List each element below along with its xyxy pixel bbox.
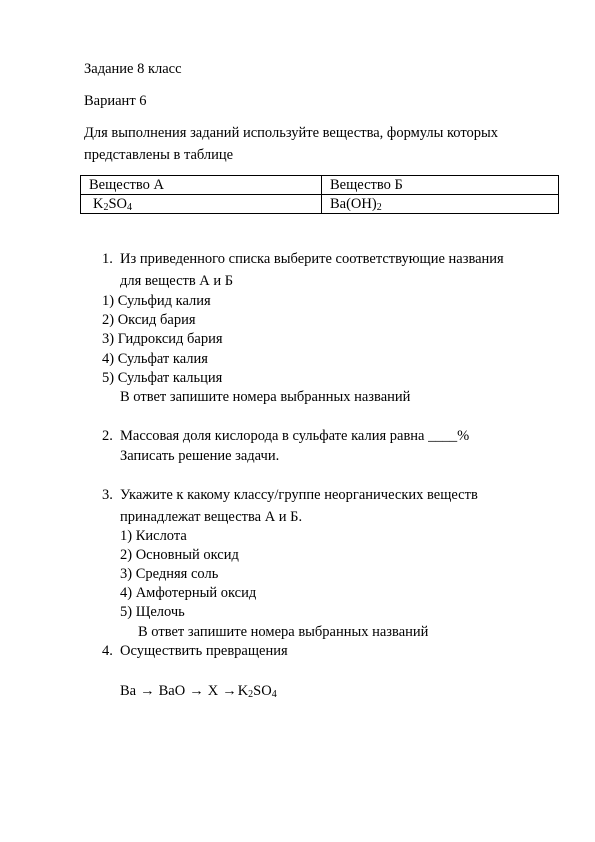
q3-option-3: 3) Средняя соль xyxy=(120,566,219,582)
q3-number: 3. xyxy=(102,487,113,503)
q1-option-1: 1) Сульфид калия xyxy=(102,293,211,309)
q2-line-2: Записать решение задачи. xyxy=(120,448,280,464)
intro-line-1: Для выполнения заданий используйте вещества, формулы которых xyxy=(84,125,498,141)
arrow-right-icon: → xyxy=(222,683,237,699)
q1-line-2: для веществ А и Б xyxy=(120,273,234,289)
chain-step-2: BaO xyxy=(158,683,186,699)
q3-option-5: 5) Щелочь xyxy=(120,604,185,620)
q3-option-2: 2) Основный оксид xyxy=(120,547,239,563)
q3-line-1: Укажите к какому классу/группе неорганических веществ xyxy=(120,487,478,503)
q1-line-1: Из приведенного списка выберите соответствующие названия xyxy=(120,251,504,267)
q1-number: 1. xyxy=(102,251,113,267)
q2-line-1: Массовая доля кислорода в сульфате калия равна ____% xyxy=(120,428,470,444)
q3-line-2: принадлежат вещества А и Б. xyxy=(120,509,303,525)
q4-number: 4. xyxy=(102,643,113,659)
q3-option-1: 1) Кислота xyxy=(120,528,187,544)
table-header-row xyxy=(81,176,559,195)
substance-b-formula: $Ba(OH)_2$ xyxy=(322,195,559,214)
task-title: Задание 8 класс xyxy=(84,61,182,77)
table-row xyxy=(81,195,559,214)
substances-table xyxy=(80,175,559,214)
q1-answer-note: В ответ запишите номера выбранных названий xyxy=(120,389,411,405)
q3-option-4: 4) Амфотерный оксид xyxy=(120,585,257,601)
variant-title: Вариант 6 xyxy=(84,93,147,109)
chain-step-4: $K_2SO_4$ xyxy=(237,683,277,700)
transformation-chain xyxy=(120,682,277,700)
q3-answer-note: В ответ запишите номера выбранных названий xyxy=(138,624,429,640)
chain-step-1: Ba xyxy=(120,683,137,699)
arrow-right-icon: → xyxy=(189,683,204,699)
q1-option-5: 5) Сульфат кальция xyxy=(102,370,223,386)
q1-option-3: 3) Гидроксид бария xyxy=(102,331,223,347)
q1-option-4: 4) Сульфат калия xyxy=(102,351,208,367)
arrow-right-icon: → xyxy=(140,683,155,699)
table-header-b: Вещество Б xyxy=(322,176,559,195)
intro-line-2: представлены в таблице xyxy=(84,147,234,163)
substance-a-formula: $K_2SO_4$ xyxy=(81,195,322,214)
chain-step-3: X xyxy=(207,683,219,699)
table-header-a: Вещество А xyxy=(81,176,322,195)
q4-line-1: Осуществить превращения xyxy=(120,643,288,659)
q2-number: 2. xyxy=(102,428,113,444)
q1-option-2: 2) Оксид бария xyxy=(102,312,196,328)
